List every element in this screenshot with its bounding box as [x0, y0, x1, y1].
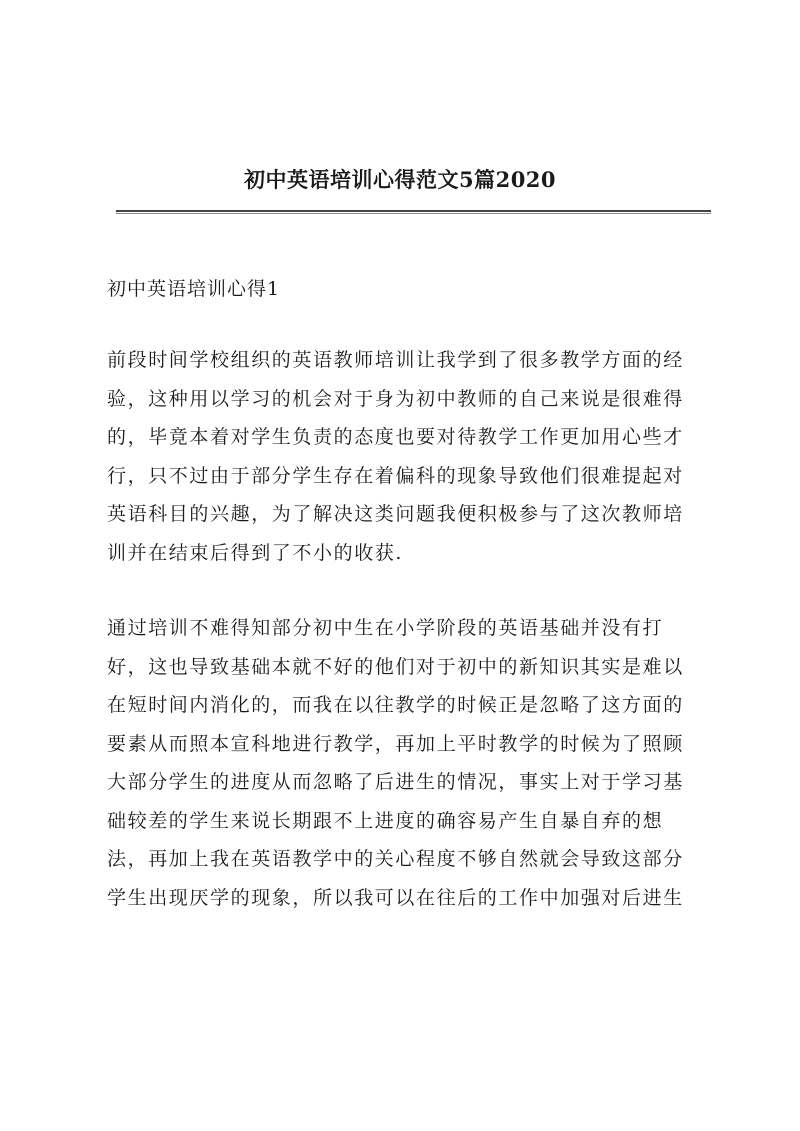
document-body	[107, 270, 719, 954]
paragraph-line: 要素从而照本宣科地进行教学，再加上平时教学的时候为了照顾	[107, 732, 684, 755]
paragraph-line: 在短时间内消化的，而我在以往教学的时候正是忽略了这方面的	[107, 694, 684, 716]
paragraph-line: 行，只不过由于部分学生存在着偏科的现象导致他们很难提起对	[107, 464, 684, 487]
paragraph-line: 英语科目的兴趣，为了解决这类问题我便积极参与了这次教师培	[107, 503, 684, 525]
title-divider	[116, 210, 711, 214]
section-heading: 初中英语培训心得1	[107, 278, 281, 300]
paragraph-line: 通过培训不难得知部分初中生在小学阶段的英语基础并没有打	[107, 617, 664, 639]
paragraph-line: 前段时间学校组织的英语教师培训让我学到了很多教学方面的经	[107, 349, 684, 371]
paragraph-2	[107, 609, 719, 917]
paragraph-line: 学生出现厌学的现象，所以我可以在往后的工作中加强对后进生	[107, 886, 684, 909]
paragraph-line: 法，再加上我在英语教学中的关心程度不够自然就会导致这部分	[107, 848, 684, 870]
paragraph-line: 础较差的学生来说长期跟不上进度的确容易产生自暴自弃的想	[107, 809, 664, 832]
paragraph-1	[107, 341, 719, 572]
paragraph-line: 的，毕竟本着对学生负责的态度也要对待教学工作更加用心些才	[107, 426, 684, 448]
paragraph-line: 验，这种用以学习的机会对于身为初中教师的自己来说是很难得	[107, 387, 684, 410]
paragraph-line: 好，这也导致基础本就不好的他们对于初中的新知识其实是难以	[107, 655, 684, 678]
paragraph-line: 大部分学生的进度从而忽略了后进生的情况，事实上对于学习基	[107, 771, 684, 793]
paragraph-line: 训并在结束后得到了不小的收获.	[107, 541, 404, 564]
document-title: 初中英语培训心得范文5篇2020	[243, 167, 557, 192]
